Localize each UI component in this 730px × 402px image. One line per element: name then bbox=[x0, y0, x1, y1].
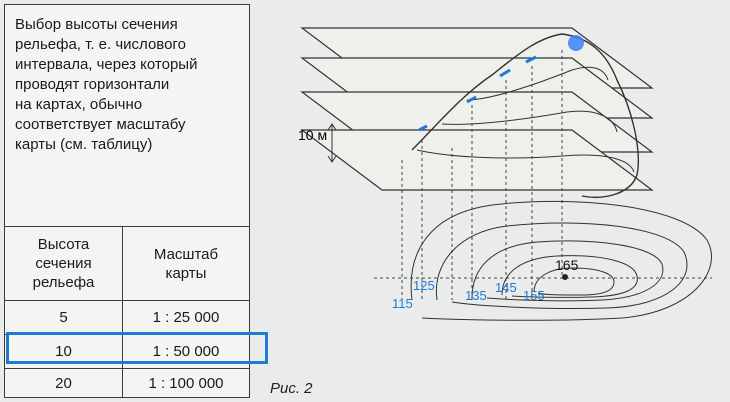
height-cell: 10 bbox=[5, 335, 123, 368]
table-header-row bbox=[5, 227, 249, 301]
table-row-highlighted bbox=[5, 335, 249, 369]
table-description bbox=[5, 5, 249, 227]
figure-caption: Рис. 2 bbox=[270, 380, 313, 397]
contour-label: 125 bbox=[413, 278, 435, 293]
height-cell: 5 bbox=[5, 301, 123, 334]
description-line: соответствует масштабу bbox=[15, 116, 186, 133]
scale-cell: 1 : 50 000 bbox=[152, 343, 220, 360]
contour-label: 135 bbox=[465, 288, 487, 303]
table-row bbox=[5, 301, 249, 335]
description-line: проводят горизонтали bbox=[15, 76, 170, 93]
peak-point bbox=[562, 274, 568, 280]
description-line: интервала, через который bbox=[15, 56, 198, 73]
header-scale-line: Масштаб bbox=[153, 245, 219, 263]
contour-label: 145 bbox=[495, 280, 517, 295]
contour-label: 115 bbox=[392, 296, 413, 311]
header-height-line: рельефа bbox=[32, 274, 95, 291]
relief-section-figure bbox=[262, 0, 730, 402]
description-line: на картах, обычно bbox=[15, 96, 143, 113]
table-row bbox=[5, 369, 249, 397]
contour-label: 155 bbox=[523, 288, 545, 303]
header-height-line: Высота bbox=[37, 236, 90, 253]
interval-label: 10 м bbox=[298, 127, 328, 143]
peak-label: 165 bbox=[555, 257, 579, 273]
header-height bbox=[5, 227, 123, 300]
contour-labels bbox=[392, 278, 545, 311]
scale-cell: 1 : 25 000 bbox=[152, 309, 220, 326]
description-line: Выбор высоты сечения bbox=[15, 16, 178, 33]
scale-cell: 1 : 100 000 bbox=[148, 374, 224, 392]
summit-point bbox=[568, 35, 584, 51]
description-line: рельефа, т. е. числового bbox=[15, 36, 186, 53]
header-scale bbox=[123, 227, 249, 300]
section-height-table bbox=[4, 4, 250, 398]
header-height-line: сечения bbox=[35, 255, 92, 272]
height-cell: 20 bbox=[5, 369, 123, 397]
description-line: карты (см. таблицу) bbox=[15, 136, 153, 153]
header-scale-line: карты bbox=[165, 264, 207, 282]
